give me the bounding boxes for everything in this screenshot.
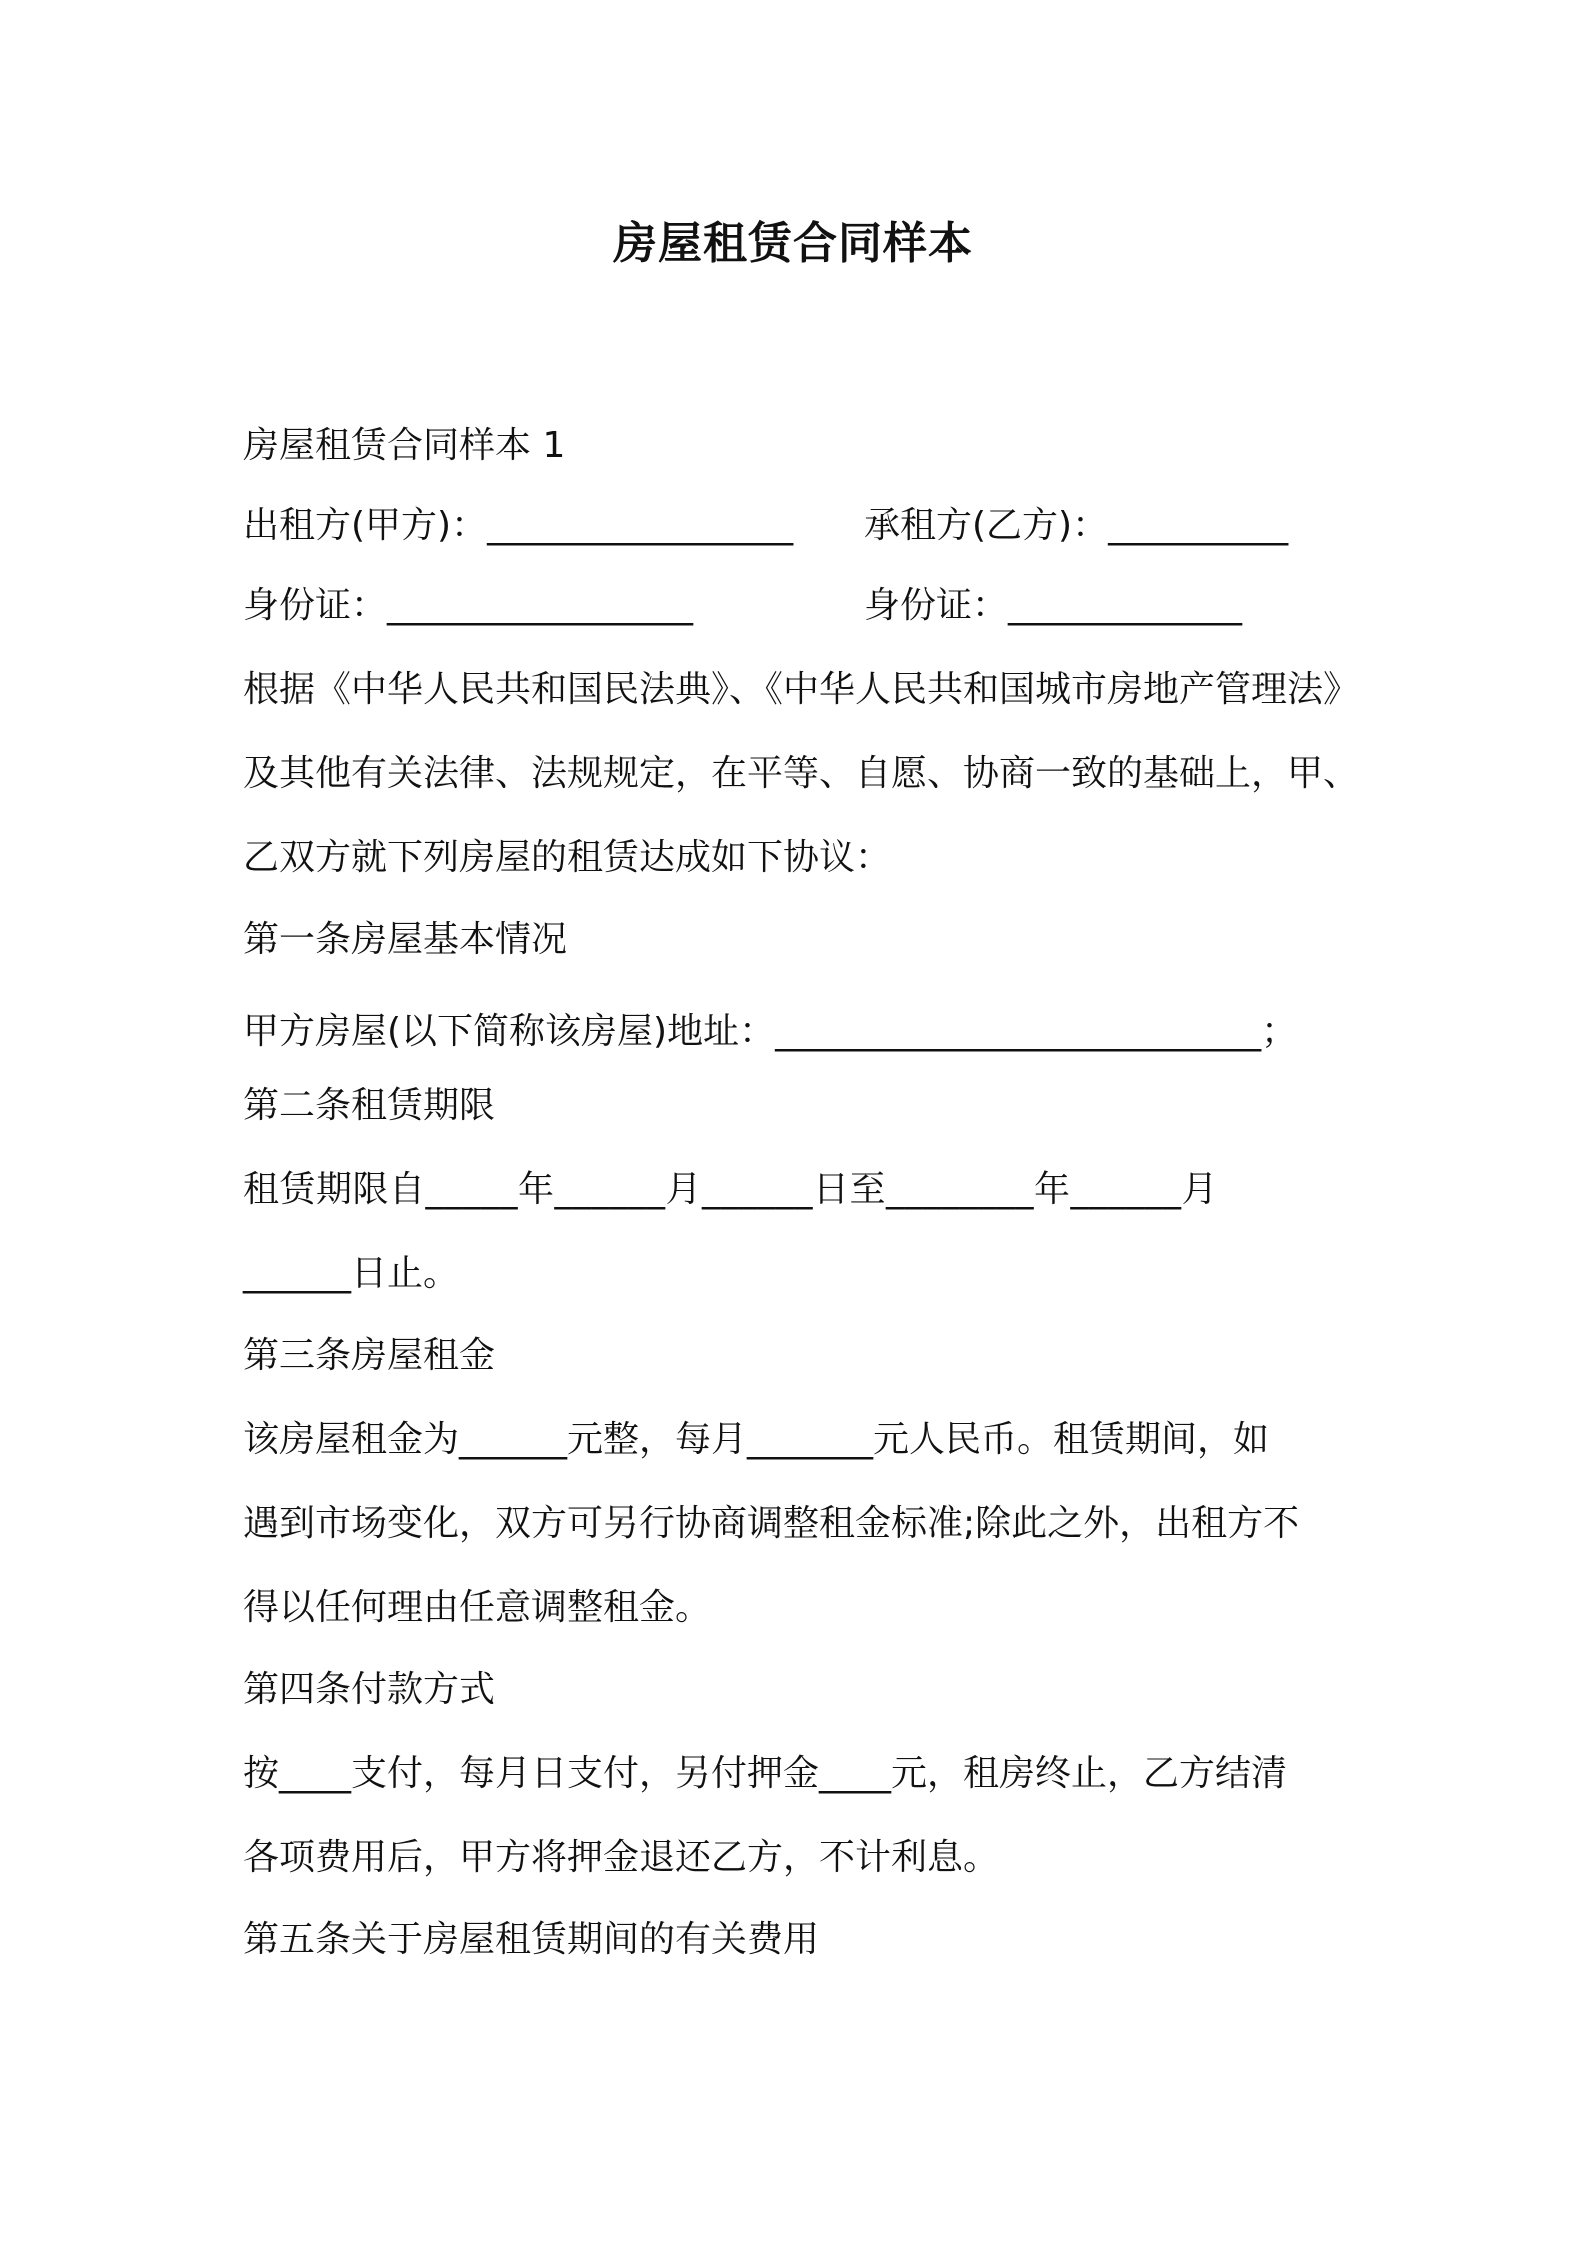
article-4-text-1: 按____支付，每月日支付，另付押金____元，租房终止，乙方结清 bbox=[243, 1753, 1288, 1794]
lessee-field: 承租方(乙方)：__________ bbox=[864, 505, 1289, 546]
article-3-title: 第三条房屋租金 bbox=[243, 1335, 496, 1376]
document-title: 房屋租赁合同样本 bbox=[613, 218, 973, 269]
intro-line-1: 根据《中华人民共和国民法典》、《中华人民共和国城市房地产管理法》 bbox=[243, 669, 1360, 710]
article-2-text-2: ______日止。 bbox=[243, 1253, 460, 1294]
lessor-id-field: 身份证：_________________ bbox=[243, 585, 694, 626]
article-2-text-1: 租赁期限自_____年______月______日至________年______月 bbox=[243, 1169, 1219, 1210]
article-2-title: 第二条租赁期限 bbox=[243, 1085, 496, 1126]
article-4-text-2: 各项费用后，甲方将押金退还乙方，不计利息。 bbox=[243, 1837, 1000, 1878]
contract-subtitle: 房屋租赁合同样本 1 bbox=[243, 425, 566, 466]
article-3-text-1: 该房屋租金为______元整，每月_______元人民币。租赁期间，如 bbox=[243, 1419, 1270, 1460]
intro-line-3: 乙双方就下列房屋的租赁达成如下协议： bbox=[243, 837, 892, 878]
article-1-title: 第一条房屋基本情况 bbox=[243, 919, 568, 960]
article-4-title: 第四条付款方式 bbox=[243, 1669, 496, 1710]
article-1-text: 甲方房屋(以下简称该房屋)地址：___________________________； bbox=[243, 1011, 1298, 1052]
lessor-field: 出租方(甲方)：_________________ bbox=[243, 505, 794, 546]
article-3-text-3: 得以任何理由任意调整租金。 bbox=[243, 1587, 712, 1628]
intro-line-2: 及其他有关法律、法规规定，在平等、自愿、协商一致的基础上，甲、 bbox=[243, 753, 1360, 794]
article-5-title: 第五条关于房屋租赁期间的有关费用 bbox=[243, 1919, 820, 1960]
article-3-text-2: 遇到市场变化，双方可另行协商调整租金标准;除此之外，出租方不 bbox=[243, 1503, 1300, 1544]
lessee-id-field: 身份证：_____________ bbox=[864, 585, 1243, 626]
